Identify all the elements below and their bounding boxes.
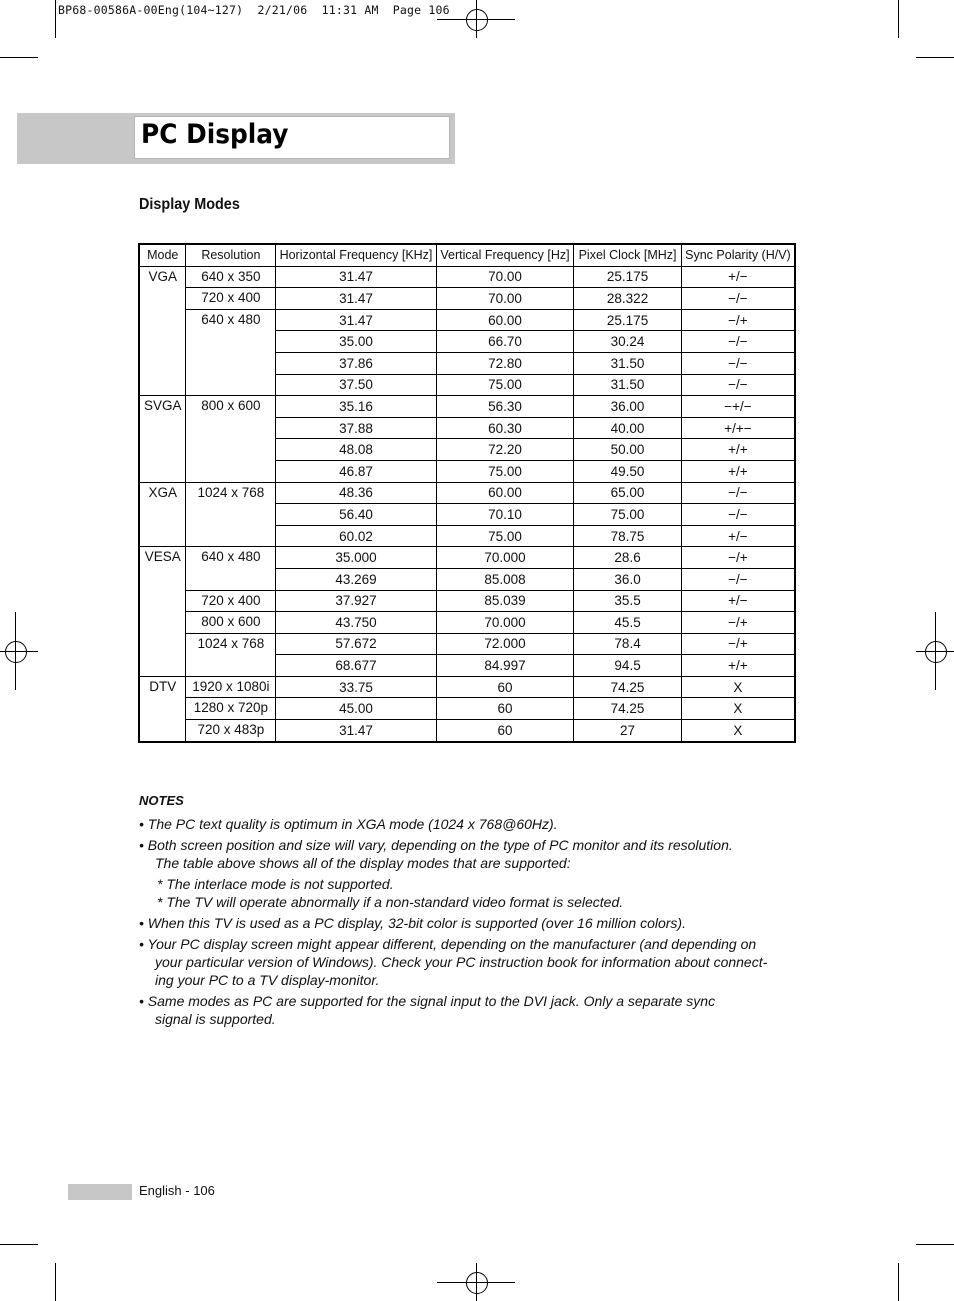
pixel-clock-cell: 74.25 <box>574 676 682 698</box>
vertical-frequency-cell: 72.20 <box>436 439 574 461</box>
mode-cell: XGA <box>139 482 186 547</box>
vertical-frequency-cell: 70.000 <box>436 547 574 569</box>
sync-polarity-cell: −/+ <box>681 547 795 569</box>
sync-polarity-cell: X <box>681 676 795 698</box>
sync-polarity-cell: −/− <box>681 352 795 374</box>
sync-polarity-cell: −/+ <box>681 309 795 331</box>
pixel-clock-cell: 28.322 <box>574 288 682 310</box>
note-line: your particular version of Windows). Check your PC instruction book for information about connect- <box>155 954 768 970</box>
vertical-frequency-cell: 60 <box>436 720 574 742</box>
pixel-clock-cell: 35.5 <box>574 590 682 612</box>
note-item <box>139 836 809 872</box>
note-line: • When this TV is used as a PC display, 32-bit color is supported (over 16 million colors). <box>139 915 686 931</box>
horizontal-frequency-cell: 33.75 <box>276 676 436 698</box>
vertical-frequency-cell: 70.00 <box>436 288 574 310</box>
sync-polarity-cell: −/+ <box>681 612 795 634</box>
pixel-clock-cell: 78.4 <box>574 633 682 655</box>
horizontal-frequency-cell: 31.47 <box>276 288 436 310</box>
horizontal-frequency-cell: 35.16 <box>276 396 436 418</box>
table-row <box>139 676 795 698</box>
resolution-cell: 720 x 400 <box>186 590 276 612</box>
sync-polarity-cell: +/+ <box>681 439 795 461</box>
pixel-clock-cell: 31.50 <box>574 374 682 396</box>
subnote-item: * The TV will operate abnormally if a non-standard video format is selected. <box>157 894 624 910</box>
vertical-frequency-cell: 60.00 <box>436 309 574 331</box>
print-header: BP68-00586A-00Eng(104~127) 2/21/06 11:31 AM Page 106 <box>58 3 450 17</box>
header-vertical-frequency: Vertical Frequency [Hz] <box>436 244 574 266</box>
resolution-cell: 800 x 600 <box>186 612 276 634</box>
pixel-clock-cell: 78.75 <box>574 525 682 547</box>
vertical-frequency-cell: 75.00 <box>436 460 574 482</box>
title-box <box>134 116 450 159</box>
horizontal-frequency-cell: 35.00 <box>276 331 436 353</box>
vertical-frequency-cell: 75.00 <box>436 374 574 396</box>
vertical-frequency-cell: 70.00 <box>436 266 574 288</box>
footer-shade-bar <box>68 1184 132 1200</box>
vertical-frequency-cell: 75.00 <box>436 525 574 547</box>
sync-polarity-cell: +/+ <box>681 655 795 677</box>
table-row <box>139 482 795 504</box>
sync-polarity-cell: −/+ <box>681 633 795 655</box>
resolution-cell: 1280 x 720p <box>186 698 276 720</box>
resolution-cell: 720 x 400 <box>186 288 276 310</box>
horizontal-frequency-cell: 35.000 <box>276 547 436 569</box>
table-header-row <box>139 244 795 266</box>
horizontal-frequency-cell: 68.677 <box>276 655 436 677</box>
mode-cell: VESA <box>139 547 186 677</box>
table-row <box>139 266 795 288</box>
note-line: ing your PC to a TV display-monitor. <box>155 972 380 988</box>
resolution-cell: 720 x 483p <box>186 720 276 742</box>
note-item <box>139 815 809 833</box>
resolution-cell: 640 x 480 <box>186 309 276 395</box>
horizontal-frequency-cell: 31.47 <box>276 266 436 288</box>
resolution-cell: 1024 x 768 <box>186 633 276 676</box>
pixel-clock-cell: 50.00 <box>574 439 682 461</box>
pixel-clock-cell: 49.50 <box>574 460 682 482</box>
vertical-frequency-cell: 60 <box>436 698 574 720</box>
sync-polarity-cell: −/− <box>681 482 795 504</box>
resolution-cell: 640 x 480 <box>186 547 276 590</box>
table-row <box>139 698 795 720</box>
horizontal-frequency-cell: 43.750 <box>276 612 436 634</box>
pixel-clock-cell: 31.50 <box>574 352 682 374</box>
pixel-clock-cell: 36.00 <box>574 396 682 418</box>
subnote-item: * The interlace mode is not supported. <box>157 876 394 892</box>
mode-cell: DTV <box>139 676 186 741</box>
vertical-frequency-cell: 56.30 <box>436 396 574 418</box>
horizontal-frequency-cell: 37.88 <box>276 417 436 439</box>
note-item <box>139 914 809 932</box>
display-modes-table <box>138 243 796 743</box>
sync-polarity-cell: −/− <box>681 331 795 353</box>
resolution-cell: 1024 x 768 <box>186 482 276 547</box>
pixel-clock-cell: 75.00 <box>574 504 682 526</box>
header-mode: Mode <box>139 244 186 266</box>
vertical-frequency-cell: 60 <box>436 676 574 698</box>
note-line: signal is supported. <box>155 1011 276 1027</box>
sync-polarity-cell: −+/− <box>681 396 795 418</box>
resolution-cell: 1920 x 1080i <box>186 676 276 698</box>
vertical-frequency-cell: 72.000 <box>436 633 574 655</box>
table-row <box>139 547 795 569</box>
header-resolution: Resolution <box>186 244 276 266</box>
resolution-cell: 640 x 350 <box>186 266 276 288</box>
vertical-frequency-cell: 85.039 <box>436 590 574 612</box>
horizontal-frequency-cell: 48.08 <box>276 439 436 461</box>
resolution-cell: 800 x 600 <box>186 396 276 482</box>
horizontal-frequency-cell: 31.47 <box>276 720 436 742</box>
vertical-frequency-cell: 70.000 <box>436 612 574 634</box>
header-sync-polarity: Sync Polarity (H/V) <box>681 244 795 266</box>
horizontal-frequency-cell: 46.87 <box>276 460 436 482</box>
note-line: • Both screen position and size will vary, depending on the type of PC monitor and its resolution. <box>139 837 733 853</box>
pixel-clock-cell: 28.6 <box>574 547 682 569</box>
horizontal-frequency-cell: 60.02 <box>276 525 436 547</box>
horizontal-frequency-cell: 56.40 <box>276 504 436 526</box>
vertical-frequency-cell: 84.997 <box>436 655 574 677</box>
table-body <box>139 266 795 742</box>
pixel-clock-cell: 36.0 <box>574 568 682 590</box>
notes-list <box>139 815 809 1028</box>
pixel-clock-cell: 65.00 <box>574 482 682 504</box>
header-pixel-clock: Pixel Clock [MHz] <box>574 244 682 266</box>
sync-polarity-cell: +/− <box>681 590 795 612</box>
pixel-clock-cell: 94.5 <box>574 655 682 677</box>
table-row <box>139 396 795 418</box>
mode-cell: VGA <box>139 266 186 396</box>
notes-section <box>139 792 809 1031</box>
horizontal-frequency-cell: 48.36 <box>276 482 436 504</box>
vertical-frequency-cell: 60.30 <box>436 417 574 439</box>
table-row <box>139 288 795 310</box>
pixel-clock-cell: 25.175 <box>574 266 682 288</box>
vertical-frequency-cell: 60.00 <box>436 482 574 504</box>
table-row <box>139 720 795 742</box>
vertical-frequency-cell: 66.70 <box>436 331 574 353</box>
subnotes <box>139 875 809 911</box>
pixel-clock-cell: 25.175 <box>574 309 682 331</box>
notes-title: NOTES <box>139 793 184 808</box>
sync-polarity-cell: −/− <box>681 568 795 590</box>
table-row <box>139 590 795 612</box>
sync-polarity-cell: −/− <box>681 504 795 526</box>
sync-polarity-cell: X <box>681 720 795 742</box>
header-horizontal-frequency: Horizontal Frequency [KHz] <box>276 244 436 266</box>
horizontal-frequency-cell: 45.00 <box>276 698 436 720</box>
note-line: • Your PC display screen might appear different, depending on the manufacturer (and depending on <box>139 936 757 952</box>
horizontal-frequency-cell: 31.47 <box>276 309 436 331</box>
pixel-clock-cell: 74.25 <box>574 698 682 720</box>
vertical-frequency-cell: 85.008 <box>436 568 574 590</box>
horizontal-frequency-cell: 37.86 <box>276 352 436 374</box>
table-row <box>139 633 795 655</box>
vertical-frequency-cell: 70.10 <box>436 504 574 526</box>
pixel-clock-cell: 40.00 <box>574 417 682 439</box>
note-line: • Same modes as PC are supported for the signal input to the DVI jack. Only a separate sync <box>139 993 716 1009</box>
pixel-clock-cell: 27 <box>574 720 682 742</box>
note-item <box>139 992 809 1028</box>
note-item <box>139 935 809 989</box>
sync-polarity-cell: −/− <box>681 374 795 396</box>
horizontal-frequency-cell: 43.269 <box>276 568 436 590</box>
horizontal-frequency-cell: 37.50 <box>276 374 436 396</box>
sync-polarity-cell: X <box>681 698 795 720</box>
page-title: PC Display <box>141 119 289 150</box>
page-number: English - 106 <box>139 1183 215 1198</box>
table-row <box>139 309 795 331</box>
horizontal-frequency-cell: 57.672 <box>276 633 436 655</box>
pixel-clock-cell: 30.24 <box>574 331 682 353</box>
sync-polarity-cell: +/+ <box>681 460 795 482</box>
sync-polarity-cell: +/+− <box>681 417 795 439</box>
mode-cell: SVGA <box>139 396 186 482</box>
vertical-frequency-cell: 72.80 <box>436 352 574 374</box>
sync-polarity-cell: +/− <box>681 266 795 288</box>
note-line: The table above shows all of the display modes that are supported: <box>155 855 571 871</box>
note-line: • The PC text quality is optimum in XGA mode (1024 x 768@60Hz). <box>139 816 558 832</box>
pixel-clock-cell: 45.5 <box>574 612 682 634</box>
sync-polarity-cell: +/− <box>681 525 795 547</box>
sync-polarity-cell: −/− <box>681 288 795 310</box>
table-row <box>139 612 795 634</box>
horizontal-frequency-cell: 37.927 <box>276 590 436 612</box>
section-title: Display Modes <box>139 196 240 213</box>
